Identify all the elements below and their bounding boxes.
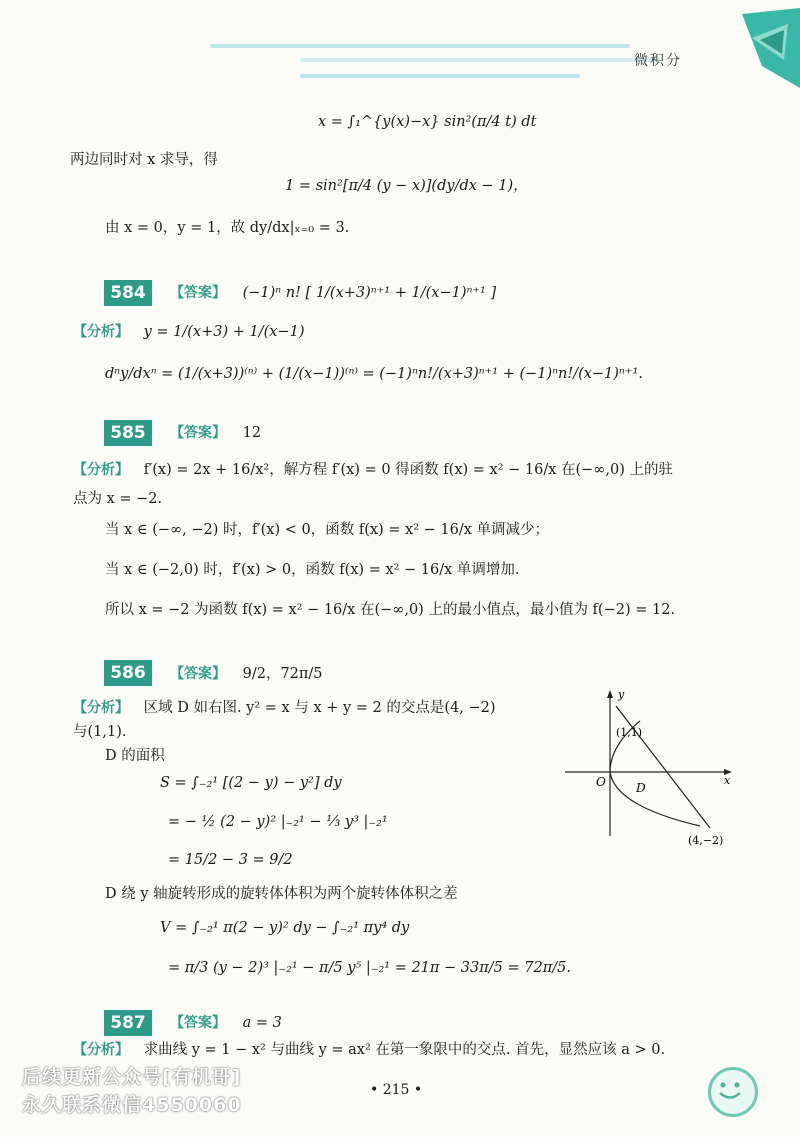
analysis-line: D 的面积 (105, 748, 165, 764)
analysis-line: 所以 x = −2 为函数 f(x) = x² − 16/x 在(−∞,0) 上的最小值点，最小值为 f(−2) = 12. (105, 602, 676, 618)
problem-number-586: 586 (104, 660, 152, 686)
analysis-586 (73, 698, 496, 718)
analysis-line: 求曲线 y = 1 − x² 与曲线 y = ax² 在第一象限中的交点. 首先，显然应该 a > 0. (143, 1042, 666, 1058)
text-line: 由 x = 0，y = 1，故 dy/dx|ₓ₌₀ = 3. (105, 220, 350, 236)
answer-tag: 【答案】 (170, 425, 226, 441)
problem-number-585: 585 (104, 420, 152, 446)
analysis-585 (73, 460, 673, 480)
equation-derivative: 1 = sin²[π/4 (y − x)](dy/dx − 1)， (285, 178, 528, 194)
header-rule-2 (300, 58, 660, 62)
analysis-tag: 【分析】 (73, 700, 129, 716)
page-number: • 215 • (370, 1082, 423, 1098)
point-label-2: (4,−2) (688, 834, 724, 847)
origin-label: O (596, 775, 606, 789)
analysis-587 (73, 1040, 665, 1060)
analysis-tag: 【分析】 (73, 462, 129, 478)
corner-triangle-icon (738, 8, 800, 88)
equation-x-integral: x = ∫₁^{y(x)−x} sin²(π/4 t) dt (318, 114, 537, 130)
analysis-line: dⁿy/dxⁿ = (1/(x+3))⁽ⁿ⁾ + (1/(x−1))⁽ⁿ⁾ = (−1)ⁿn!/(x+3)ⁿ⁺¹ + (−1)ⁿn!/(x−1)ⁿ⁺¹. (105, 366, 643, 382)
header-rule-3 (300, 74, 580, 78)
analysis-line: D 绕 y 轴旋转形成的旋转体体积为两个旋转体体积之差 (105, 886, 458, 902)
analysis-584 (73, 322, 305, 342)
answer-value: (−1)ⁿ n! [ 1/(x+3)ⁿ⁺¹ + 1/(x−1)ⁿ⁺¹ ] (242, 285, 497, 301)
text-line: 两边同时对 x 求导，得 (70, 152, 218, 168)
analysis-line: 与(1,1). (73, 724, 127, 740)
smiley-icon (708, 1067, 758, 1117)
region-label: D (636, 781, 646, 795)
volume-equation-2: = π/3 (y − 2)³ |₋₂¹ − π/5 y⁵ |₋₂¹ = 21π − 33π/5 = 72π/5. (168, 960, 571, 976)
answer-586 (170, 664, 323, 684)
answer-value: a = 3 (242, 1015, 282, 1031)
area-equation-3: = 15/2 − 3 = 9/2 (168, 852, 293, 868)
header-rule-1 (210, 44, 630, 48)
header-title: 微积分 (634, 53, 682, 69)
answer-value: 9/2，72π/5 (242, 666, 323, 682)
answer-tag: 【答案】 (170, 285, 226, 301)
analysis-line: y = 1/(x+3) + 1/(x−1) (143, 324, 305, 340)
area-equation-2: = − ½ (2 − y)² |₋₂¹ − ⅓ y³ |₋₂¹ (168, 814, 388, 830)
answer-tag: 【答案】 (170, 1015, 226, 1031)
volume-equation-1: V = ∫₋₂¹ π(2 − y)² dy − ∫₋₂¹ πy⁴ dy (160, 920, 410, 936)
point-label-1: (1,1) (616, 726, 643, 739)
analysis-line: 当 x ∈ (−2,0) 时，f′(x) > 0，函数 f(x) = x² − 16/x 单调增加. (105, 562, 520, 578)
watermark-line-1: 后续更新公众号[有机哥] (22, 1066, 242, 1088)
analysis-line: 区域 D 如右图. y² = x 与 x + y = 2 的交点是(4, −2) (143, 700, 496, 716)
axis-x-label: x (724, 774, 731, 787)
answer-587 (170, 1013, 282, 1033)
problem-number-584: 584 (104, 280, 152, 306)
answer-tag: 【答案】 (170, 666, 226, 682)
watermark-line-2: 永久联系微信4550060 (22, 1094, 242, 1116)
answer-584 (170, 283, 496, 303)
analysis-tag: 【分析】 (73, 324, 129, 340)
problem-number-587: 587 (104, 1010, 152, 1036)
analysis-tag: 【分析】 (73, 1042, 129, 1058)
region-diagram (560, 686, 760, 856)
axis-y-label: y (618, 688, 625, 701)
area-equation-1: S = ∫₋₂¹ [(2 − y) − y²] dy (160, 775, 342, 791)
answer-585 (170, 423, 261, 443)
analysis-line: 点为 x = −2. (73, 491, 163, 507)
answer-value: 12 (242, 425, 262, 441)
analysis-line: 当 x ∈ (−∞, −2) 时，f′(x) < 0，函数 f(x) = x² − 16/x 单调减少； (105, 522, 550, 538)
analysis-line: f′(x) = 2x + 16/x²，解方程 f′(x) = 0 得函数 f(x) = x² − 16/x 在(−∞,0) 上的驻 (143, 462, 673, 478)
